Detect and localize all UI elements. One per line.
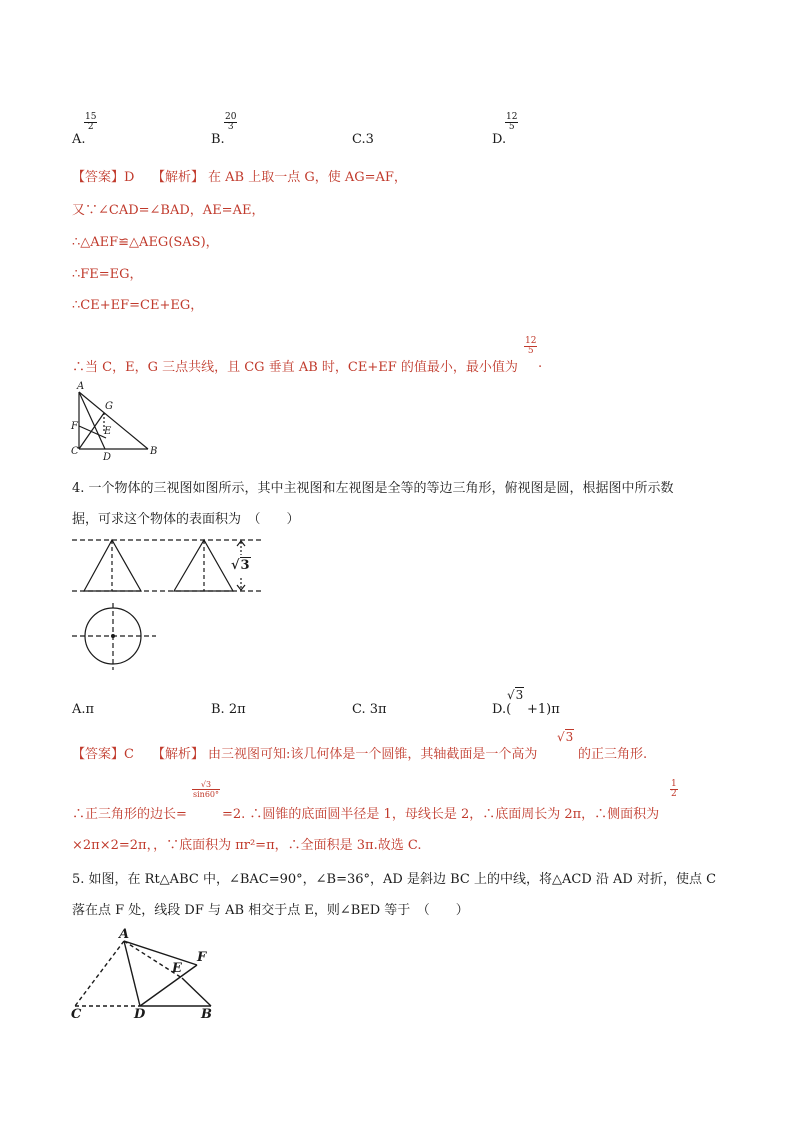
q4-solution-line-1-end: 的正三角形.: [578, 747, 648, 762]
q4-option-d-prefix: D.(: [492, 702, 512, 717]
q3-option-a-fraction: $\frac{15}{2}$: [85, 112, 97, 132]
q4-dimension-label: √3: [231, 558, 250, 573]
q4-option-a: A.π: [72, 702, 95, 717]
q4-option-d-suffix: +1)π: [527, 702, 560, 717]
q3-fig-label-f: F: [71, 421, 78, 432]
q4-option-d-sqrt: √3: [507, 688, 524, 702]
q3-fig-label-g: G: [105, 401, 113, 412]
sqrt-symbol: √: [507, 688, 515, 702]
q3-fig-label-b: B: [150, 446, 158, 457]
q4-option-b: B. 2π: [211, 702, 246, 717]
q3-solution-line-4: ∴FE=EG，: [72, 267, 143, 282]
q3-analysis-tag: 【解析】: [152, 170, 205, 185]
sqrt-symbol: √: [231, 558, 240, 573]
q5-fig-label-f: F: [197, 950, 207, 965]
q4-solution-half-fraction: $\frac{1}{2}$: [671, 779, 677, 799]
q5-fig-label-e: E: [172, 961, 182, 976]
q5-stem-line-2: 落在点 F 处，线段 DF 与 AB 相交于点 E，则∠BED 等于 （ ）: [72, 903, 469, 918]
q3-option-a-prefix: A.: [72, 132, 86, 147]
q3-option-b-fraction: $\frac{20}{3}$: [225, 112, 237, 132]
q4-answer-tag: 【答案】C: [72, 747, 134, 762]
q3-option-c: C.3: [352, 132, 374, 147]
q3-solution-line-5: ∴CE+EF=CE+EG，: [72, 298, 204, 313]
q5-fig-label-a: A: [119, 927, 130, 942]
q3-solution-line-1: 在 AB 上取一点 G，使 AG=AF，: [208, 170, 407, 185]
q5-fig-label-c: C: [71, 1007, 82, 1022]
q3-fig-label-a: A: [77, 381, 85, 392]
q3-option-d-fraction: $\frac{12}{5}$: [506, 112, 518, 132]
q5-fig-label-b: B: [201, 1007, 212, 1022]
q3-solution-min-fraction: $\frac{12}{5}$: [525, 336, 537, 356]
q3-answer-tag: 【答案】D: [72, 170, 135, 185]
q4-analysis-tag: 【解析】: [152, 747, 205, 762]
q3-solution-line-6: ∴当 C，E，G 三点共线，且 CG 垂直 AB 时，CE+EF 的值最小，最小值为: [72, 360, 518, 375]
q3-fig-label-c: C: [71, 446, 79, 457]
q4-solution-line-1: 由三视图可知:该几何体是一个圆锥，其轴截面是一个高为: [208, 747, 538, 762]
q3-option-b-prefix: B.: [211, 132, 225, 147]
q3-solution-line-2: 又∵∠CAD=∠BAD，AE=AE，: [72, 203, 265, 218]
q3-fig-label-e: E: [104, 426, 112, 437]
sqrt-symbol: √: [557, 730, 565, 744]
q5-stem-line-1: 5. 如图，在 Rt△ABC 中，∠BAC=90°，∠B=36°，AD 是斜边 BC 上的中线，将△ACD 沿 AD 对折，使点 C: [72, 872, 717, 887]
q3-option-d-prefix: D.: [492, 132, 507, 147]
q4-stem-line-1: 4. 一个物体的三视图如图所示，其中主视图和左视图是全等的等边三角形，俯视图是圆，根据图中所示数: [72, 481, 674, 496]
q3-solution-line-6-end: .: [538, 356, 543, 371]
q4-solution-sqrt-height: √3: [557, 730, 574, 744]
q4-stem-line-2: 据，可求这个物体的表面积为 （ ）: [72, 512, 300, 527]
q4-option-c: C. 3π: [352, 702, 387, 717]
q4-solution-line-2: ∴正三角形的边长=: [72, 807, 187, 822]
q4-solution-side-fraction: $\frac{√3}{\sin 60^\circ}$: [193, 780, 219, 799]
q3-solution-line-3: ∴△AEF≌△AEG(SAS)，: [72, 235, 219, 250]
q4-solution-line-3: ×2π×2=2π，，∵底面积为 πr²=π，∴全面积是 3π.故选 C.: [72, 838, 422, 853]
q4-solution-line-2-mid: =2. ∴圆锥的底面圆半径是 1，母线长是 2，∴底面周长为 2π，∴侧面积为: [222, 807, 660, 822]
q3-fig-label-d: D: [103, 452, 112, 463]
q5-fig-label-d: D: [134, 1007, 146, 1022]
